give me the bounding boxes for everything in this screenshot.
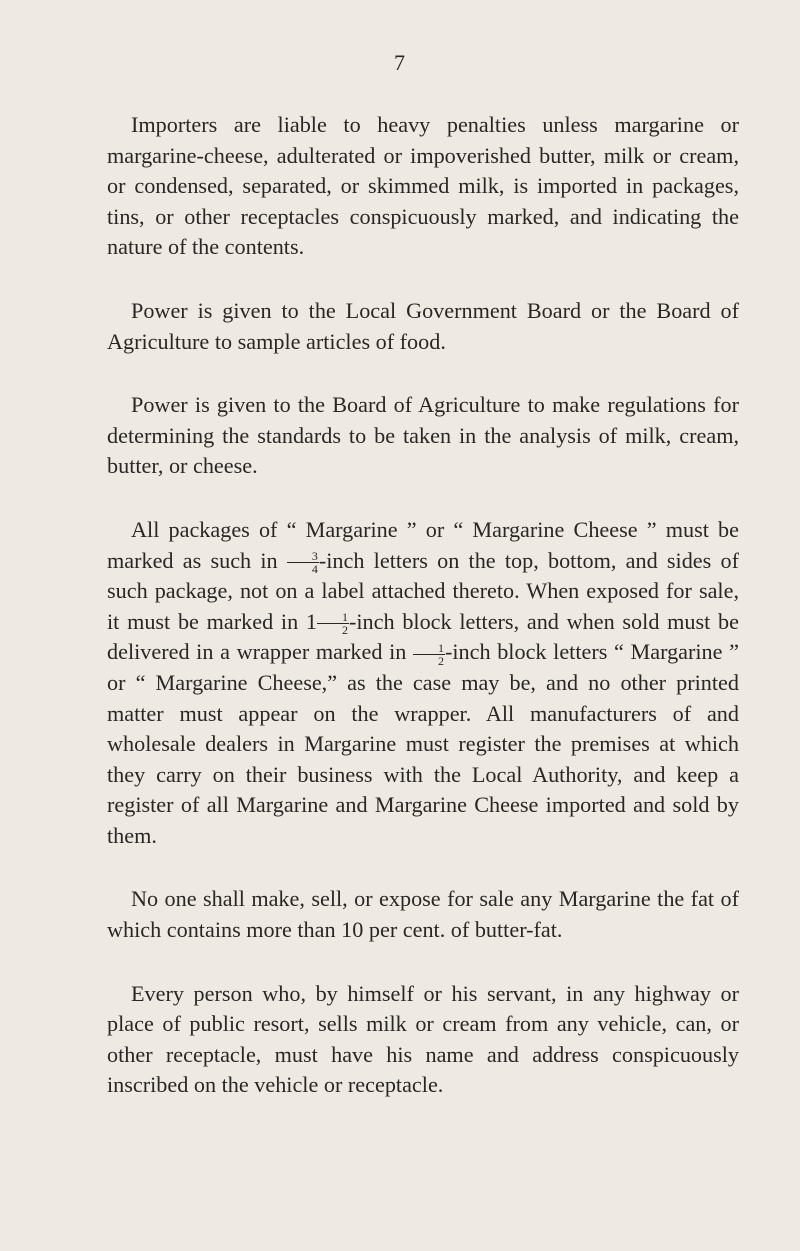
fraction-one-half [413,642,445,667]
paragraph-margarine-text-1: All packages of “ Margarine ” or “ Margarine Cheese ” must be marked as such in [107,516,739,573]
fraction-numerator: 1 [413,642,445,655]
fraction-denominator: 4 [311,561,318,576]
paragraph-butter-fat-limit: No one shall make, sell, or expose for sale any Margarine the fat of which contains more than 10 per cent. of butter-fat. [107,886,739,943]
paragraph-milk-vendors: Every person who, by himself or his servant, in any highway or place of public resort, sells milk or cream from any vehicle, can, or other receptacle, must have his name and address conspicuously inscribed on the vehicle or receptacle. [107,980,739,1098]
paragraph-importers: Importers are liable to heavy penalties unless margarine or margarine-cheese, adulterated or impoverished butter, milk or cream, or condensed, separated, or skimmed milk, is imported in packages, tins, or other receptacles conspicuously marked, and indicating the nature of the contents. [107,112,739,260]
paragraph-standards-regulations: Power is given to the Board of Agriculture to make regulations for determining the standards to be taken in the analysis of milk, cream, butter, or cheese. [107,392,739,479]
paragraph-sampling-power: Power is given to the Local Government Board or the Board of Agriculture to sample articles of food. [107,297,739,354]
fraction-three-quarters [287,550,319,575]
fraction-numerator: 1 [317,611,349,624]
fraction-one-half [317,611,349,636]
fraction-numerator: 3 [287,550,319,563]
body-text [107,110,739,1134]
fraction-denominator: 2 [342,623,348,638]
paragraph-margarine-text-4: -inch block letters “ Margarine ” or “ Margarine Cheese,” as the case may be, and no other printed matter must appear on the wrapper. All manufacturers of and wholesale dealers in Margarine must register the premises at which they carry on their business with the Local Authority, and keep a register of all Margarine and Margarine Cheese imported and sold by them. [107,639,739,848]
paragraph-margarine-text-2: -inch letters on the top, bottom, and sides of such package, not on a label attached thereto. When exposed for sale, it must be marked in 1 [107,547,739,634]
paragraph-margarine-marking [107,515,739,852]
fraction-denominator: 2 [437,653,444,668]
page-number: 7 [394,50,406,75]
paragraph-margarine-text-3: -inch block letters, and when sold must be delivered in a wrapper marked in [107,608,739,665]
